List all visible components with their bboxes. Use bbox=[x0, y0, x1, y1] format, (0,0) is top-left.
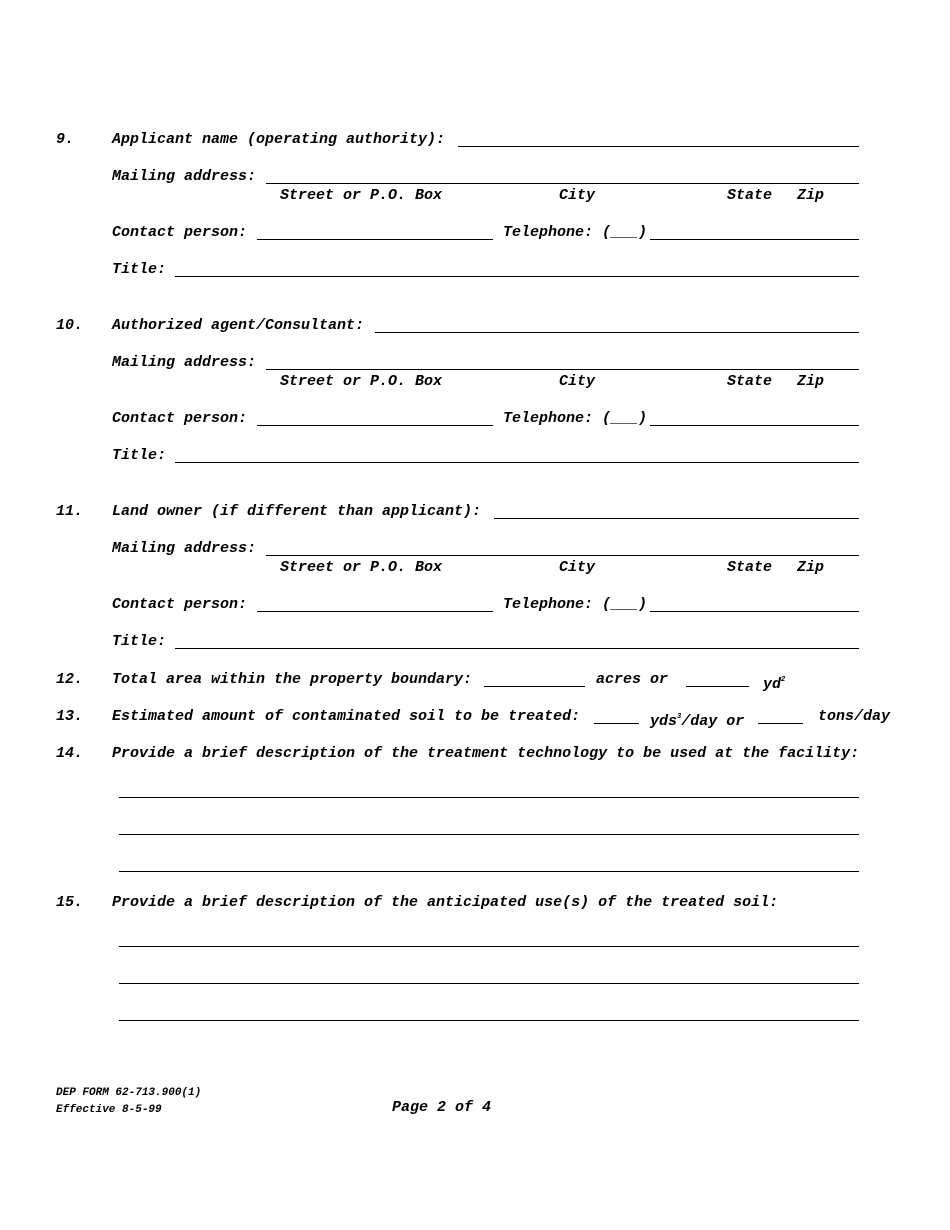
contact-person-label: Contact person: bbox=[112, 596, 248, 613]
contact-person-field[interactable] bbox=[257, 239, 493, 240]
tons-per-day-field[interactable] bbox=[758, 723, 803, 724]
state-caption: State bbox=[727, 187, 773, 204]
treated-soil-use-label: Provide a brief description of the anticipated use(s) of the treated soil: bbox=[112, 894, 779, 911]
section-number: 13. bbox=[56, 708, 84, 725]
acres-or-text: acres or bbox=[596, 671, 669, 688]
section-number: 15. bbox=[56, 894, 84, 911]
land-owner-field[interactable] bbox=[494, 518, 859, 519]
title-field[interactable] bbox=[175, 462, 859, 463]
treatment-description-line-1[interactable] bbox=[119, 797, 859, 798]
telephone-label: Telephone: (___) bbox=[503, 596, 648, 613]
section-number: 9. bbox=[56, 131, 75, 148]
form-id: DEP FORM 62-713.900(1) bbox=[56, 1087, 202, 1099]
square-yards-field[interactable] bbox=[686, 686, 749, 687]
land-owner-label: Land owner (if different than applicant): bbox=[112, 503, 482, 520]
mailing-address-field[interactable] bbox=[266, 369, 859, 370]
agent-consultant-field[interactable] bbox=[375, 332, 859, 333]
applicant-name-label: Applicant name (operating authority): bbox=[112, 131, 446, 148]
telephone-field[interactable] bbox=[650, 611, 859, 612]
state-caption: State bbox=[727, 559, 773, 576]
city-caption: City bbox=[559, 559, 596, 576]
contact-person-label: Contact person: bbox=[112, 410, 248, 427]
mailing-address-label: Mailing address: bbox=[112, 540, 257, 557]
state-caption: State bbox=[727, 373, 773, 390]
telephone-label: Telephone: (___) bbox=[503, 224, 648, 241]
treatment-description-line-3[interactable] bbox=[119, 871, 859, 872]
yds-per-day-unit: yds$^3$/day or bbox=[650, 713, 745, 730]
zip-caption: Zip bbox=[797, 373, 825, 390]
title-label: Title: bbox=[112, 633, 167, 650]
title-label: Title: bbox=[112, 447, 167, 464]
title-label: Title: bbox=[112, 261, 167, 278]
page-number: Page 2 of 4 bbox=[392, 1099, 492, 1116]
title-field[interactable] bbox=[175, 648, 859, 649]
treatment-description-line-2[interactable] bbox=[119, 834, 859, 835]
mailing-address-label: Mailing address: bbox=[112, 168, 257, 185]
zip-caption: Zip bbox=[797, 187, 825, 204]
soil-use-description-line-2[interactable] bbox=[119, 983, 859, 984]
zip-caption: Zip bbox=[797, 559, 825, 576]
mailing-address-label: Mailing address: bbox=[112, 354, 257, 371]
section-number: 12. bbox=[56, 671, 84, 688]
contact-person-field[interactable] bbox=[257, 611, 493, 612]
telephone-field[interactable] bbox=[650, 425, 859, 426]
street-caption: Street or P.O. Box bbox=[280, 373, 443, 390]
effective-date: Effective 8-5-99 bbox=[56, 1104, 162, 1116]
contact-person-field[interactable] bbox=[257, 425, 493, 426]
city-caption: City bbox=[559, 187, 596, 204]
telephone-label: Telephone: (___) bbox=[503, 410, 648, 427]
yd-unit: $yd^2$ bbox=[763, 676, 786, 693]
soil-use-description-line-3[interactable] bbox=[119, 1020, 859, 1021]
yds-per-day-field[interactable] bbox=[594, 723, 639, 724]
contact-person-label: Contact person: bbox=[112, 224, 248, 241]
treatment-technology-label: Provide a brief description of the treatment technology to be used at the facility: bbox=[112, 745, 860, 762]
city-caption: City bbox=[559, 373, 596, 390]
tons-per-day-unit: tons/day bbox=[818, 708, 891, 725]
street-caption: Street or P.O. Box bbox=[280, 559, 443, 576]
soil-use-description-line-1[interactable] bbox=[119, 946, 859, 947]
street-caption: Street or P.O. Box bbox=[280, 187, 443, 204]
telephone-field[interactable] bbox=[650, 239, 859, 240]
title-field[interactable] bbox=[175, 276, 859, 277]
total-area-label: Total area within the property boundary: bbox=[112, 671, 473, 688]
mailing-address-field[interactable] bbox=[266, 183, 859, 184]
mailing-address-field[interactable] bbox=[266, 555, 859, 556]
applicant-name-field[interactable] bbox=[458, 146, 859, 147]
agent-consultant-label: Authorized agent/Consultant: bbox=[112, 317, 365, 334]
soil-amount-label: Estimated amount of contaminated soil to be treated: bbox=[112, 708, 581, 725]
acres-field[interactable] bbox=[484, 686, 585, 687]
section-number: 10. bbox=[56, 317, 84, 334]
section-number: 11. bbox=[56, 503, 84, 520]
section-number: 14. bbox=[56, 745, 84, 762]
